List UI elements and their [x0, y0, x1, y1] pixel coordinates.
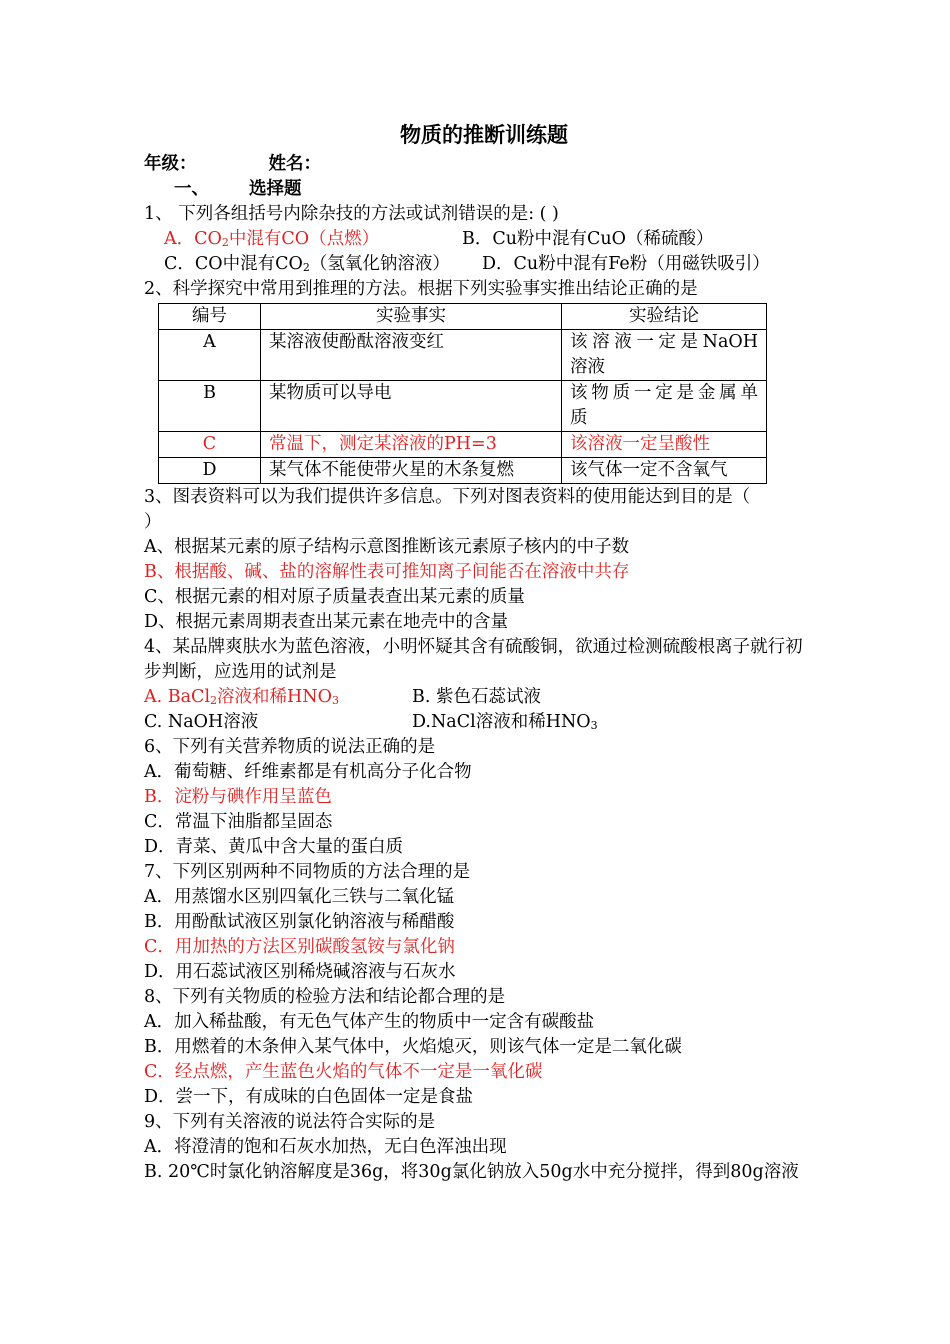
table-row [159, 330, 767, 381]
table-row [159, 381, 767, 432]
q2-stem: 2、科学探究中常用到推理的方法。根据下列实验事实推出结论正确的是 [144, 279, 698, 299]
q3-option-c: C、根据元素的相对原子质量表查出某元素的质量 [144, 587, 525, 607]
section-number: 一、 [174, 179, 209, 199]
row-conclusion: 该溶液一定呈酸性 [562, 432, 767, 458]
q4-options-cd [144, 710, 814, 735]
row-fact: 某气体不能使带火星的木条复燃 [261, 458, 562, 484]
q4-stem: 4、某品牌爽肤水为蓝色溶液，小明怀疑其含有硫酸铜，欲通过检测硫酸根离子就行初步判断，应选用的试剂是 [144, 637, 803, 682]
header-fields [144, 152, 814, 177]
q4-options-ab [144, 685, 814, 710]
q9-stem: 9、下列有关溶液的说法符合实际的是 [144, 1112, 436, 1132]
section-label: 选择题 [249, 179, 302, 199]
q8-stem: 8、下列有关物质的检验方法和结论都合理的是 [144, 987, 506, 1007]
q6-option-b: B．淀粉与碘作用呈蓝色 [144, 787, 332, 807]
q4-option-a: A. BaCl$_2$溶液和稀$HNO_3$ [144, 687, 339, 707]
q7-stem: 7、下列区别两种不同物质的方法合理的是 [144, 862, 471, 882]
q6-stem: 6、下列有关营养物质的说法正确的是 [144, 737, 436, 757]
row-id: D [159, 458, 261, 484]
q1-options-ab [144, 227, 814, 252]
q1-stem: 1、 下列各组括号内除杂技的方法或试剂错误的是: ( ) [144, 204, 559, 224]
grade-label: 年级： [144, 154, 197, 174]
q2-table [158, 303, 767, 484]
q7-option-c: C．用加热的方法区别碳酸氢铵与氯化钠 [144, 937, 455, 957]
q1-option-b: B．Cu粉中混有CuO（稀硫酸） [462, 229, 714, 249]
q3-option-a: A、根据某元素的原子结构示意图推断该元素原子核内的中子数 [144, 537, 630, 557]
q6-option-d: D．青菜、黄瓜中含大量的蛋白质 [144, 837, 404, 857]
row-fact: 某溶液使酚酞溶液变红 [261, 330, 562, 381]
q1-option-a: A．$CO_2$中混有CO（点燃） [164, 229, 380, 249]
q7-option-b: B．用酚酞试液区别氯化钠溶液与稀醋酸 [144, 912, 455, 932]
q4-option-d: D.NaCl溶液和稀$HNO_3$ [412, 712, 598, 732]
table-header-cell: 实验事实 [261, 304, 562, 330]
q6-option-a: A．葡萄糖、纤维素都是有机高分子化合物 [144, 762, 472, 782]
q7-option-d: D．用石蕊试液区别稀烧碱溶液与石灰水 [144, 962, 456, 982]
section-heading [144, 177, 814, 202]
q3-stem-line2: ） [144, 512, 162, 532]
row-conclusion: 该物质一定是金属单 质 [562, 381, 767, 432]
q8-option-a: A．加入稀盐酸，有无色气体产生的物质中一定含有碳酸盐 [144, 1012, 595, 1032]
row-conclusion: 该气体一定不含氧气 [562, 458, 767, 484]
q9-option-b: B. 20℃时氯化钠溶解度是36g，将30g氯化钠放入50g水中充分搅拌，得到80g溶液 [144, 1162, 799, 1182]
q4-option-c: C. NaOH溶液 [144, 712, 259, 732]
q6-option-c: C．常温下油脂都呈固态 [144, 812, 333, 832]
table-row [159, 432, 767, 458]
q7-option-a: A．用蒸馏水区别四氧化三铁与二氧化锰 [144, 887, 455, 907]
q1-options-cd [144, 252, 814, 277]
row-id: C [159, 432, 261, 458]
q8-option-d: D．尝一下，有成味的白色固体一定是食盐 [144, 1087, 474, 1107]
table-row [159, 458, 767, 484]
q8-option-c: C．经点燃，产生蓝色火焰的气体不一定是一氧化碳 [144, 1062, 543, 1082]
page-title: 物质的推断训练题 [400, 123, 568, 147]
row-fact: 常温下，测定某溶液的PH=3 [261, 432, 562, 458]
q9-option-a: A．将澄清的饱和石灰水加热，无白色浑浊出现 [144, 1137, 507, 1157]
row-fact: 某物质可以导电 [261, 381, 562, 432]
name-label: 姓名： [268, 154, 321, 174]
table-header-cell: 编号 [159, 304, 261, 330]
document-page [144, 118, 814, 1185]
row-id: A [159, 330, 261, 381]
q1-option-c: C．CO中混有$CO_2$（氢氧化钠溶液） [164, 254, 450, 274]
q3-option-d: D、根据元素周期表查出某元素在地壳中的含量 [144, 612, 509, 632]
q3-stem-line1: 3、图表资料可以为我们提供许多信息。下列对图表资料的使用能达到目的是（ [144, 487, 751, 507]
q8-option-b: B．用燃着的木条伸入某气体中，火焰熄灭，则该气体一定是二氧化碳 [144, 1037, 682, 1057]
row-id: B [159, 381, 261, 432]
table-header-cell: 实验结论 [562, 304, 767, 330]
q3-option-b: B、根据酸、碱、盐的溶解性表可推知离子间能否在溶液中共存 [144, 562, 630, 582]
q1-option-d: D．Cu粉中混有Fe粉（用磁铁吸引） [482, 254, 770, 274]
table-header-row [159, 304, 767, 330]
row-conclusion: 该溶液一定是NaOH 溶液 [562, 330, 767, 381]
q4-option-b: B. 紫色石蕊试液 [412, 687, 541, 707]
